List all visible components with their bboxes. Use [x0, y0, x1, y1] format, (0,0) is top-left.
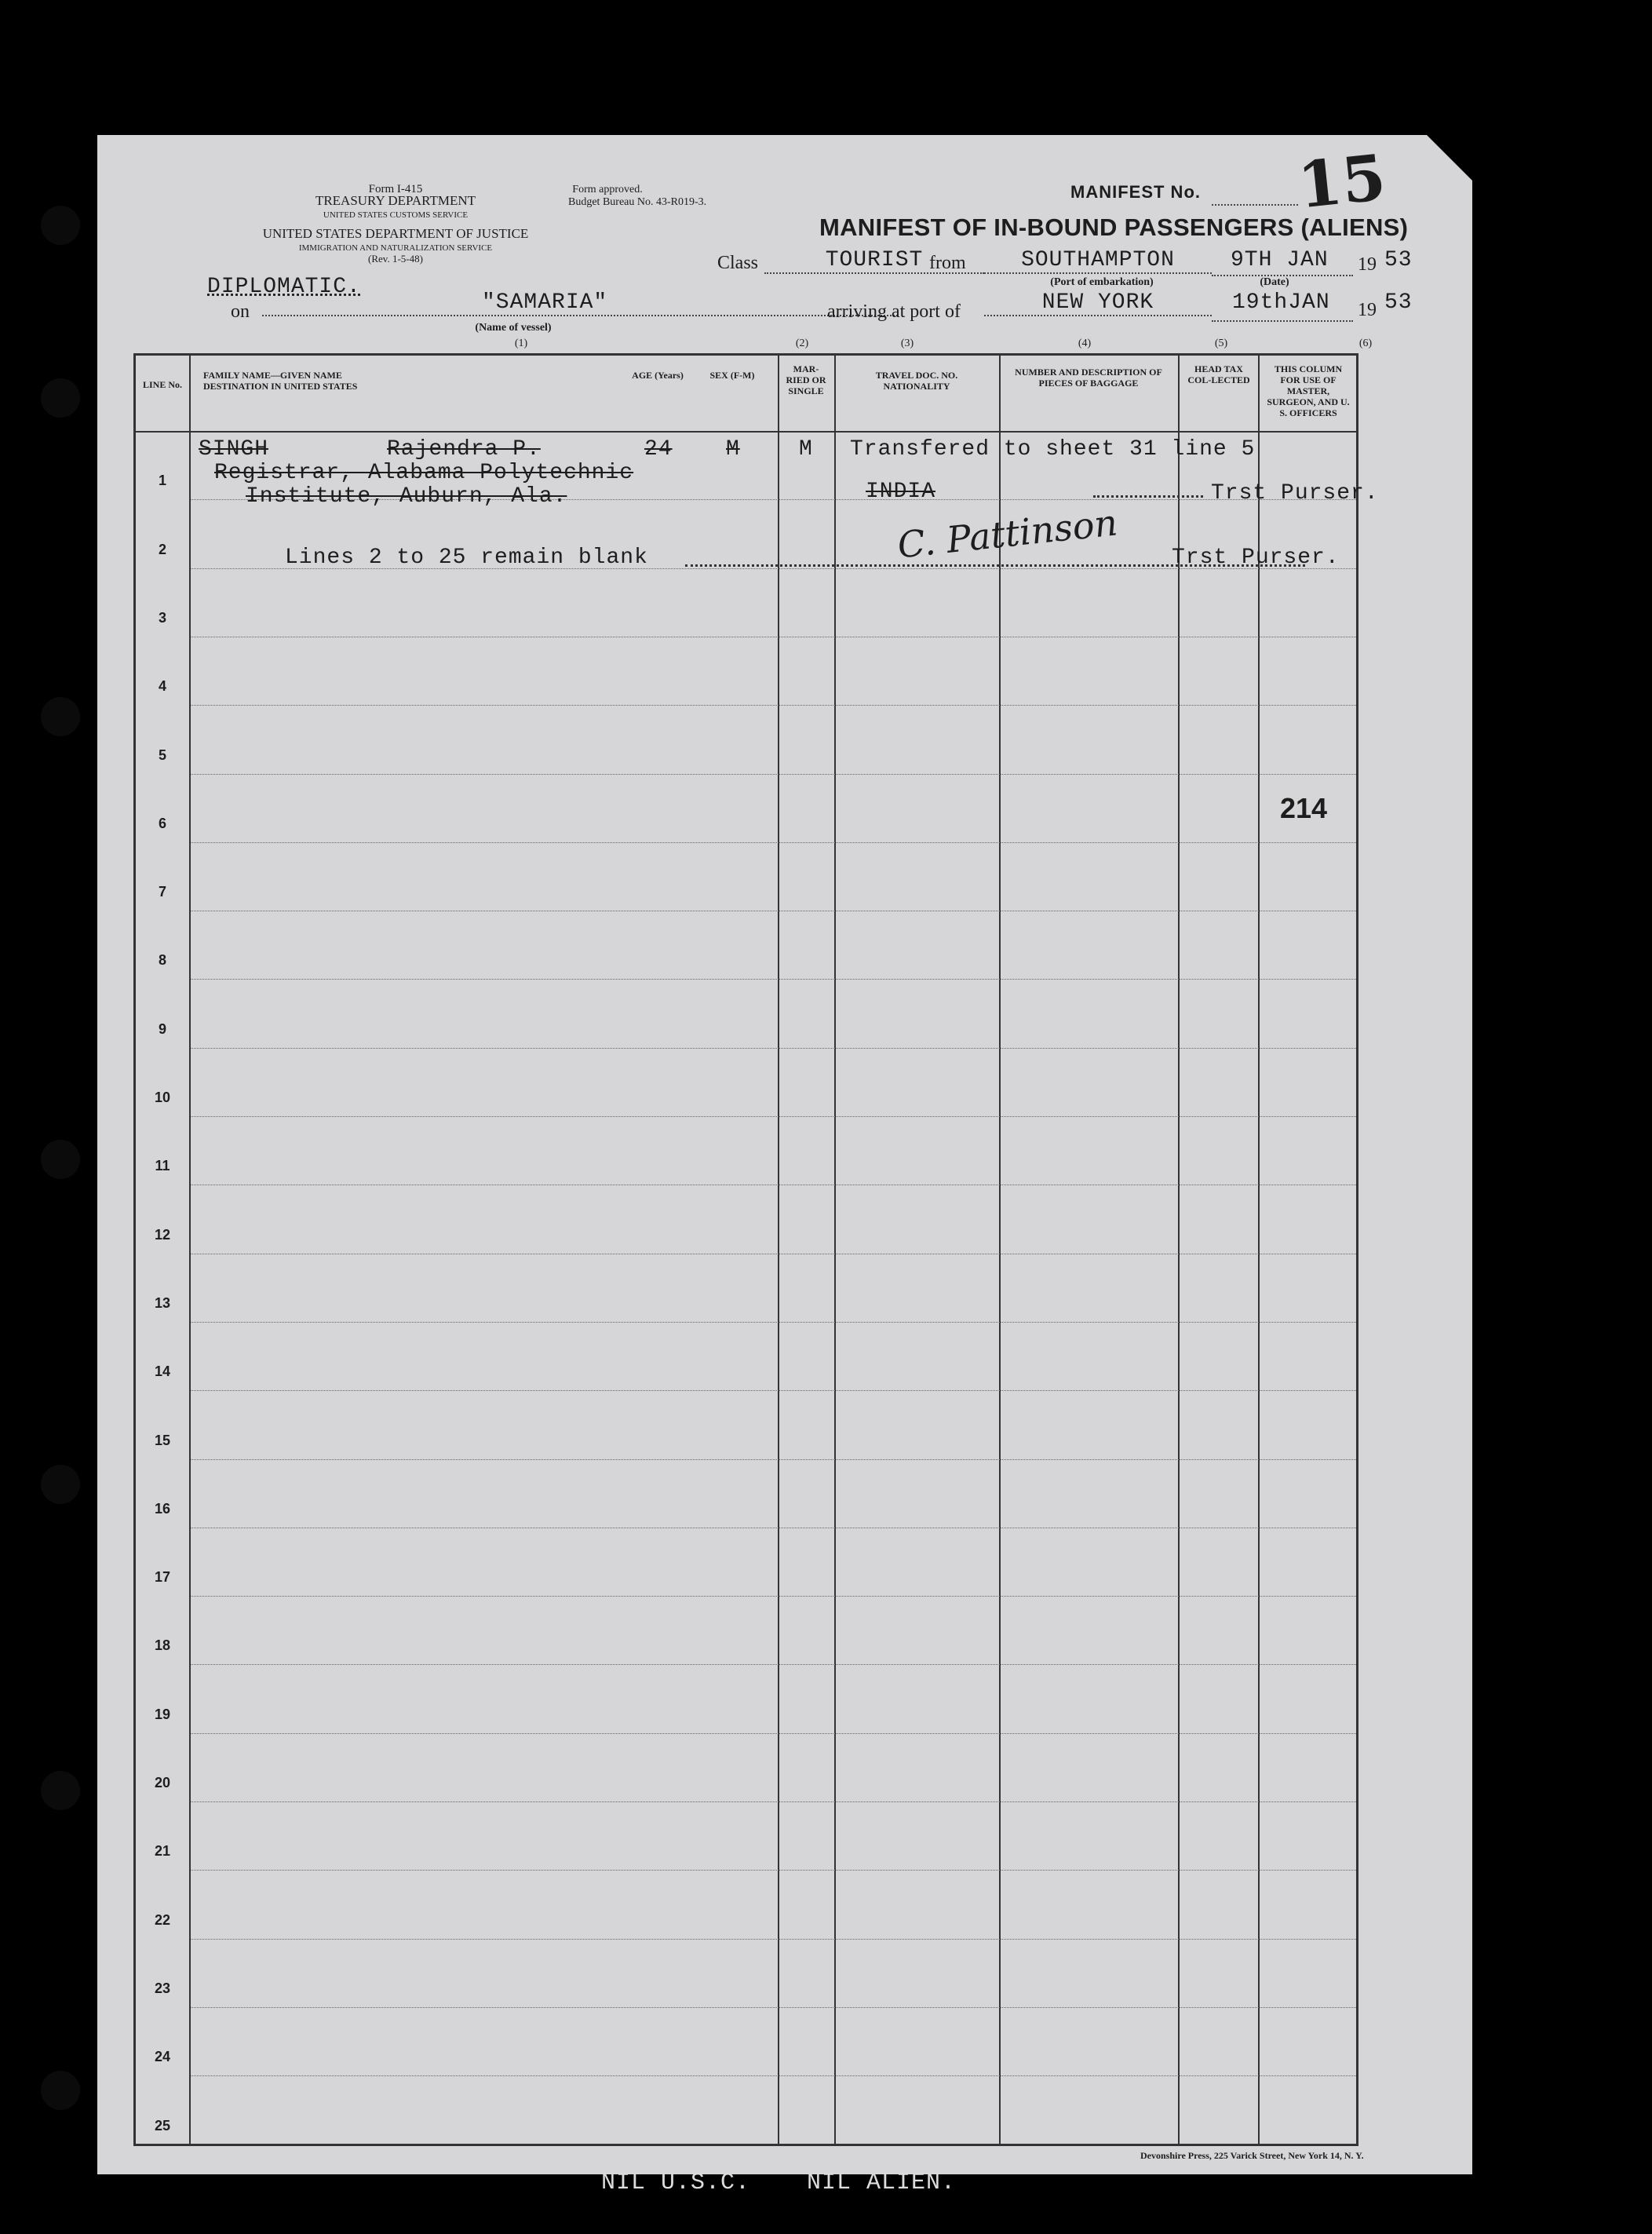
entry-surname: SINGH	[199, 437, 269, 462]
arriving-label: arriving at port of	[827, 301, 961, 322]
vessel-caption: (Name of vessel)	[475, 322, 552, 334]
line-number: 18	[154, 1637, 171, 1654]
embark-date: 9TH JAN	[1231, 248, 1329, 272]
col-head-tax: HEAD TAX COL-LECTED	[1187, 363, 1250, 385]
col-number: (1)	[514, 338, 528, 349]
line-number: 9	[158, 1020, 166, 1037]
rev-date: (Rev. 1-5-48)	[368, 253, 423, 265]
table-row-rule	[191, 1801, 1356, 1802]
entry-nationality: INDIA	[866, 480, 936, 504]
class-label: Class	[717, 253, 759, 273]
table-row-rule	[191, 1664, 1356, 1665]
embark-port: SOUTHAMPTON	[984, 248, 1212, 274]
punch-hole	[41, 1140, 80, 1179]
line-number: 11	[155, 1158, 170, 1174]
line-number: 12	[154, 1226, 171, 1243]
entry-marital: M	[799, 437, 813, 462]
table-row-rule	[191, 774, 1356, 775]
table-row-rule	[191, 1116, 1356, 1117]
col-number: (4)	[1078, 338, 1092, 349]
table-row-rule	[191, 705, 1356, 706]
line-number: 2	[158, 541, 166, 557]
treasury-dept: TREASURY DEPARTMENT	[315, 193, 476, 208]
printer-imprint: Devonshire Press, 225 Varick Street, New York 14, N. Y.	[1140, 2150, 1364, 2161]
blank-note: Lines 2 to 25 remain blank	[285, 546, 648, 570]
entry-purser-1: Trst Purser.	[1211, 481, 1379, 506]
from-label: from	[929, 253, 966, 273]
col-number: (2)	[795, 338, 809, 349]
line-number: 3	[158, 609, 166, 626]
line-number: 24	[154, 2049, 171, 2065]
manifest-no-label: MANIFEST No.	[1070, 182, 1201, 202]
line-number: 4	[158, 678, 166, 695]
punch-hole	[41, 2071, 80, 2110]
col-number: (6)	[1358, 338, 1373, 349]
table-row-rule	[191, 1322, 1356, 1323]
col-travel-doc: TRAVEL DOC. NO. NATIONALITY	[875, 370, 958, 392]
page-title: MANIFEST OF IN-BOUND PASSENGERS (ALIENS)	[819, 214, 1409, 241]
col-destination-label: DESTINATION IN UNITED STATES	[203, 381, 358, 392]
punch-hole	[41, 1465, 80, 1504]
line-number: 17	[154, 1569, 171, 1586]
port-caption: (Port of embarkation)	[1050, 276, 1154, 288]
arrival-date: 19thJAN	[1232, 290, 1330, 315]
form-approved: Form approved.	[572, 184, 643, 195]
col-family-name-label: FAMILY NAME—GIVEN NAME	[203, 370, 342, 381]
punch-hole	[41, 1771, 80, 1810]
table-row-rule	[191, 1596, 1356, 1597]
table-row-rule	[191, 1048, 1356, 1049]
table-row-rule	[191, 1459, 1356, 1460]
embark-year-prefix: 19	[1358, 254, 1377, 275]
punch-hole	[41, 378, 80, 418]
form-number: Form I-415	[368, 183, 423, 195]
punch-hole	[41, 206, 80, 245]
on-label: on	[231, 301, 250, 322]
dotted-leader	[1093, 495, 1203, 498]
line-number: 5	[158, 746, 166, 763]
col-number: (5)	[1214, 338, 1228, 349]
footer-usc: NIL U.S.C.	[601, 2170, 751, 2196]
arrival-date-line	[1212, 320, 1353, 322]
line-number: 6	[158, 815, 166, 831]
col-officers: THIS COLUMN FOR USE OF MASTER, SURGEON, AND U. S. OFFICERS	[1267, 363, 1350, 418]
ins: IMMIGRATION AND NATURALIZATION SERVICE	[298, 243, 493, 253]
table-row-rule	[191, 1870, 1356, 1871]
table-row-rule	[191, 2075, 1356, 2076]
table-row-rule	[191, 1390, 1356, 1391]
col-age: AGE (Years)	[632, 370, 684, 381]
annotation-number: 214	[1280, 792, 1328, 824]
entry-sex: M	[726, 437, 740, 462]
customs-service: UNITED STATES CUSTOMS SERVICE	[323, 210, 469, 220]
class-value: TOURIST	[764, 248, 984, 274]
embark-year: 53	[1384, 248, 1413, 272]
line-number: 7	[158, 884, 166, 900]
line-number: 21	[154, 1843, 171, 1860]
date-caption: (Date)	[1260, 276, 1289, 288]
passenger-table	[133, 353, 1379, 2161]
line-number: 15	[154, 1432, 171, 1448]
line-number: 13	[154, 1294, 171, 1311]
punch-hole	[41, 697, 80, 736]
manifest-no-handwritten: 15	[1294, 140, 1389, 223]
line-number: 8	[158, 952, 166, 969]
line-number: 16	[154, 1500, 171, 1517]
entry-transfer-note: Transfered to sheet 31 line 5	[850, 437, 1256, 462]
vessel-name: "SAMARIA"	[262, 290, 898, 316]
table-row-rule	[191, 1939, 1356, 1940]
col-baggage: NUMBER AND DESCRIPTION OF PIECES OF BAGGAGE	[1015, 367, 1162, 389]
line-number: 25	[154, 2117, 171, 2134]
arrival-year: 53	[1384, 290, 1413, 315]
purser-signature: C. Pattinson	[895, 501, 1120, 567]
col-family-name	[203, 370, 454, 392]
col-line-no: LINE No.	[142, 379, 182, 390]
footer-alien: NIL ALIEN.	[807, 2170, 957, 2196]
entry-age: 24	[644, 437, 673, 462]
table-row-rule	[191, 979, 1356, 980]
table-row-rule	[191, 2007, 1356, 2008]
arrival-port: NEW YORK	[984, 290, 1212, 316]
col-sex: SEX (F-M)	[709, 370, 755, 381]
line-number: 20	[154, 1775, 171, 1790]
entry-purser-2: Trst Purser.	[1172, 546, 1340, 570]
budget-bureau: Budget Bureau No. 43-R019-3.	[568, 196, 707, 208]
manifest-no-line	[1212, 204, 1298, 206]
col-number: (3)	[900, 338, 914, 349]
entry-given-name: Rajendra P.	[387, 437, 541, 462]
col-married: MAR-RIED OR SINGLE	[786, 363, 826, 396]
line-number: 1	[158, 473, 166, 489]
entry-destination-1: Registrar, Alabama Polytechnic	[214, 461, 634, 485]
table-row-rule	[191, 1733, 1356, 1734]
arrival-year-prefix: 19	[1358, 300, 1377, 320]
line-number: 19	[154, 1706, 171, 1722]
line-number: 23	[154, 1980, 171, 1996]
line-number: 14	[154, 1363, 171, 1380]
entry-destination-2: Institute, Auburn, Ala.	[246, 484, 567, 509]
line-number: 22	[154, 1911, 171, 1928]
dept-justice: UNITED STATES DEPARTMENT OF JUSTICE	[262, 226, 529, 241]
table-row-rule	[191, 842, 1356, 843]
category-diplomatic: DIPLOMATIC.	[207, 275, 361, 299]
line-number: 10	[154, 1090, 171, 1105]
